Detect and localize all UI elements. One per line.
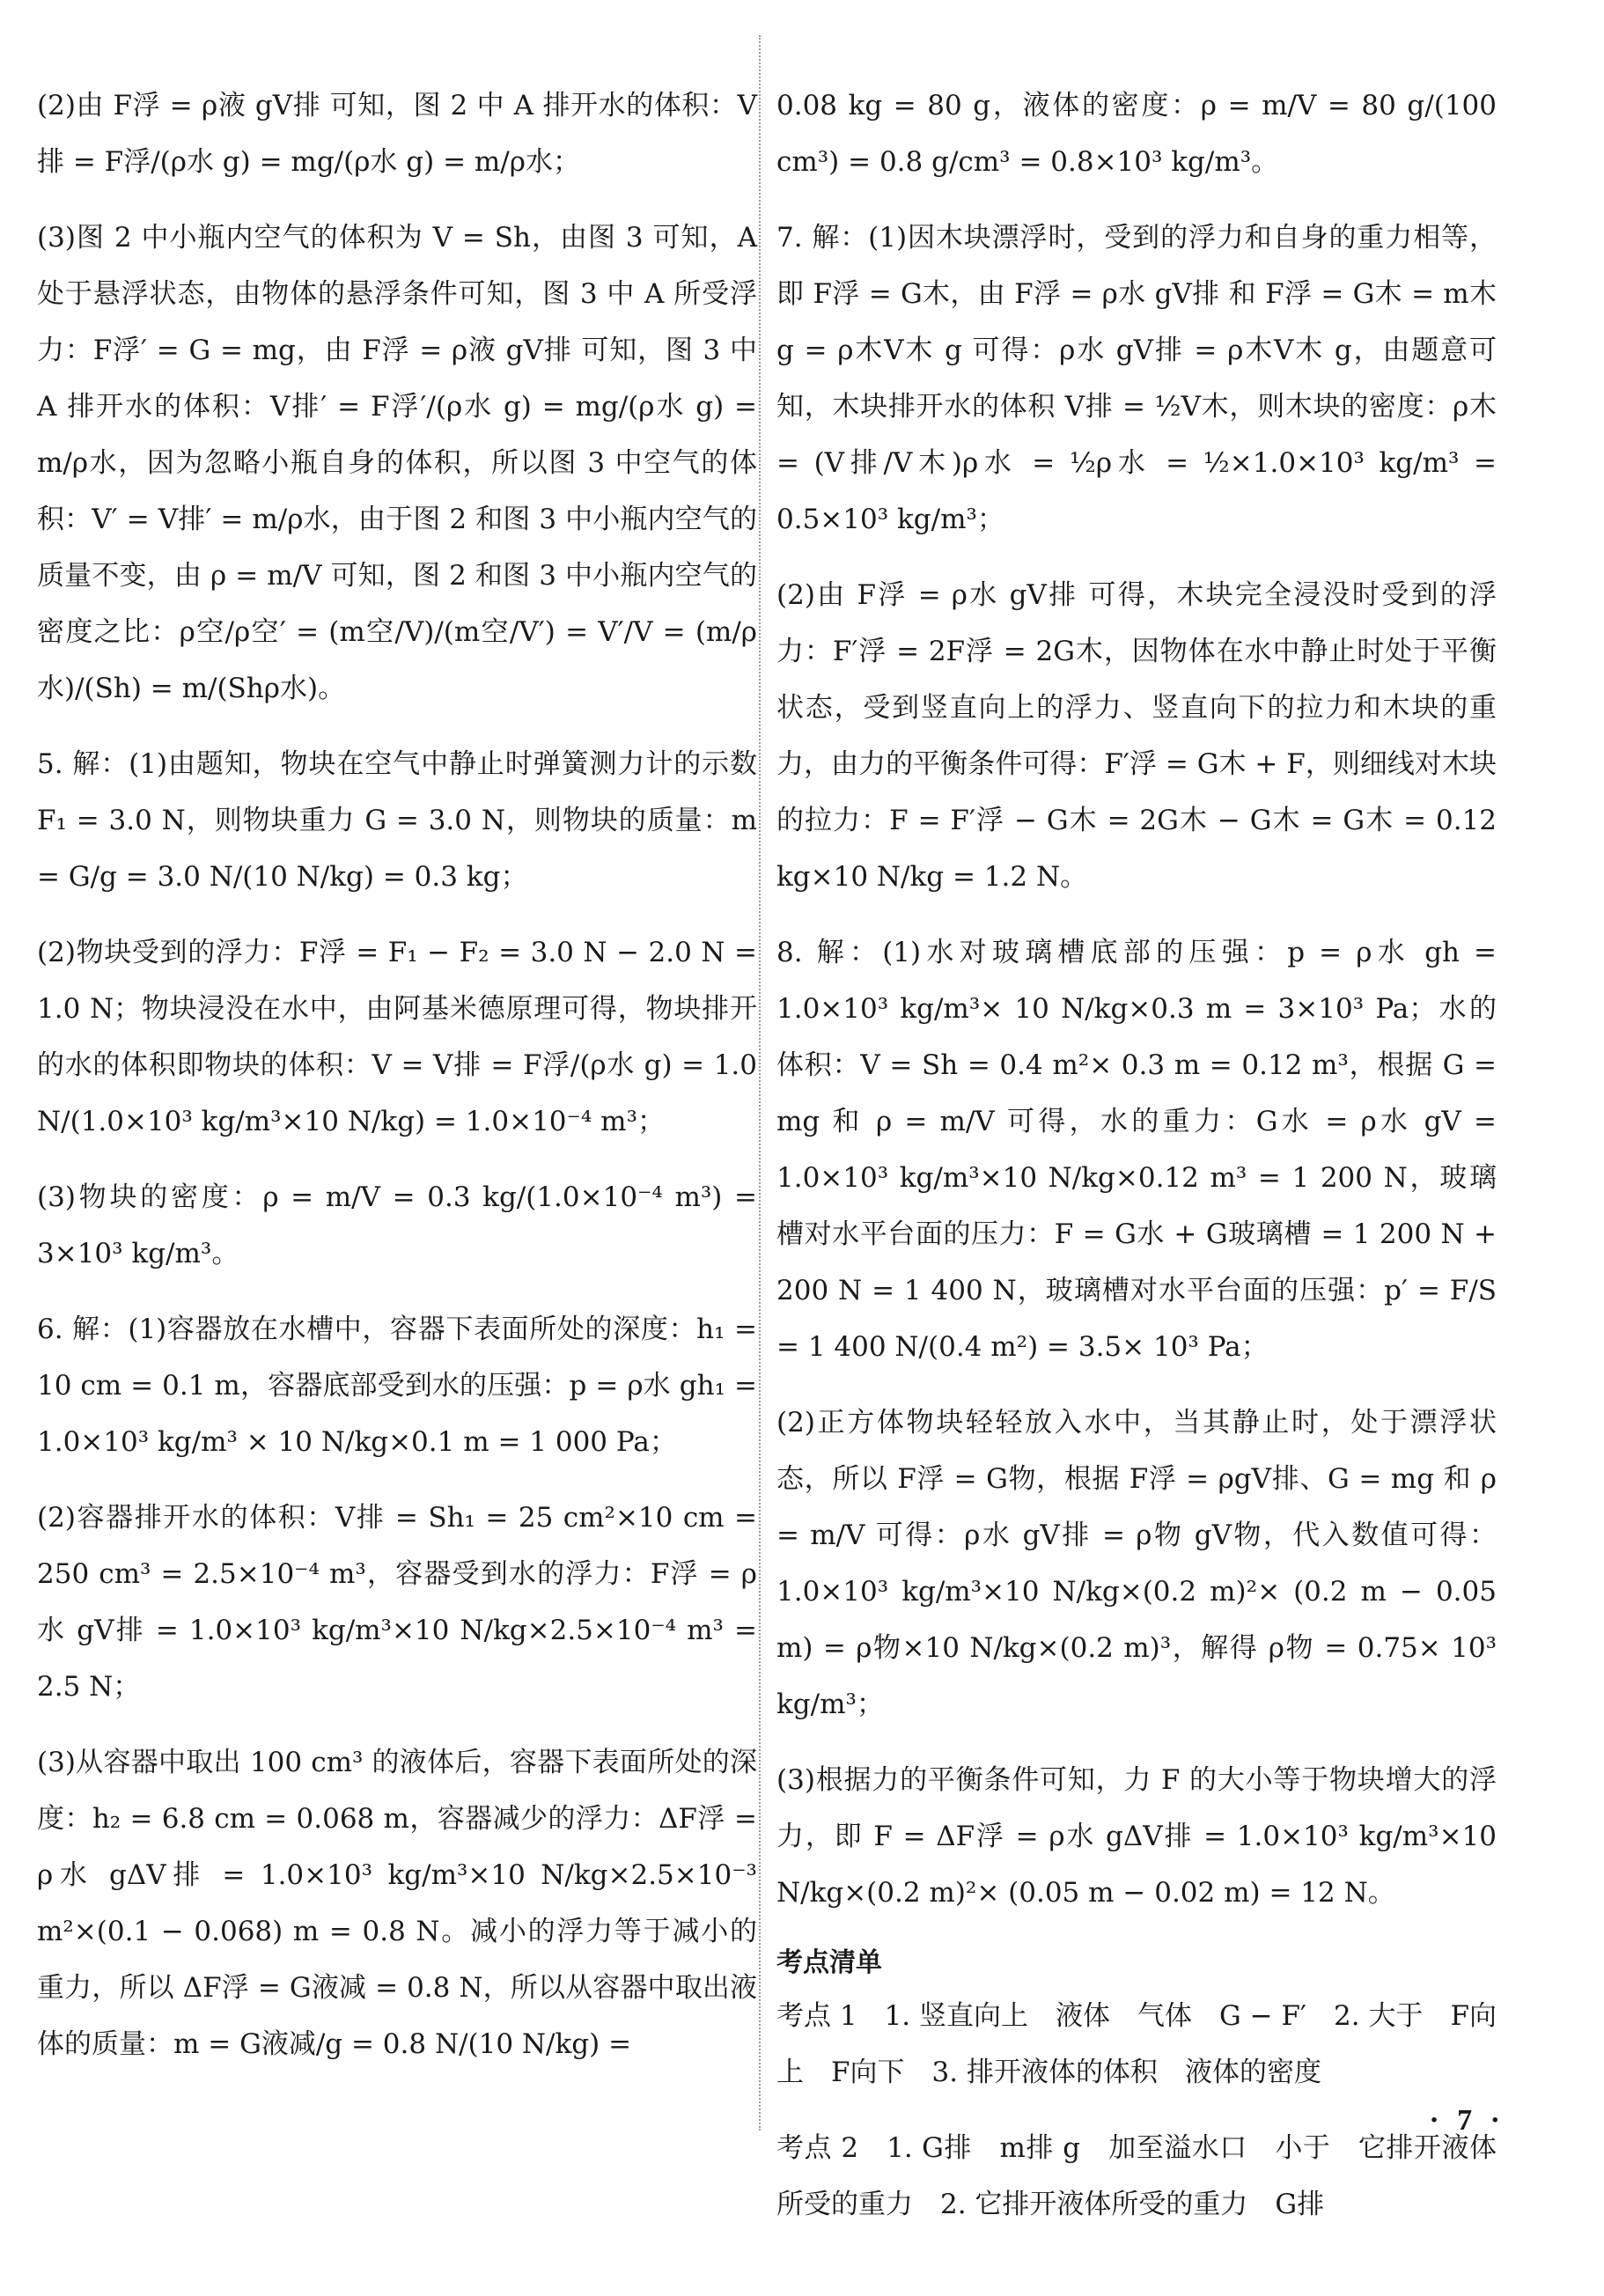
right-paragraph-6: (3)根据力的平衡条件可知，力 F 的大小等于物块增大的浮力，即 F = ΔF浮 = ρ水 gΔV排 = 1.0×10³ kg/m³×10 N/kg×(0.2 m)²× (0.05 m − 0.02 m) = 12 N。 [776,1764,1497,1909]
left-paragraph-3: 5. 解：(1)由题知，物块在空气中静止时弹簧测力计的示数 F₁ = 3.0 N，则物块重力 G = 3.0 N，则物块的质量：m = G/g = 3.0 N/(10 N/kg) = 0.3 kg； [37,748,757,893]
left-column [37,77,757,2092]
page-number: · 7 · [1429,2104,1505,2137]
left-paragraph-8: (3)从容器中取出 100 cm³ 的液体后，容器下表面所处的深度：h₂ = 6.8 cm = 0.068 m，容器减少的浮力：ΔF浮 = ρ水 gΔV排 = 1.0×10³ kg/m³×10 N/kg×2.5×10⁻³ m²×(0.1 − 0.068) m = 0.8 N。减小的浮力等于减小的重力，所以 ΔF浮 = G液减 = 0.8 N，所以从容器中取出液体的质量：m = G液减/g = 0.8 N/(10 N/kg) = [37,1747,757,2060]
right-column [776,77,1497,2252]
right-paragraph-2: 7. 解：(1)因木块漂浮时，受到的浮力和自身的重力相等，即 F浮 = G木，由 F浮 = ρ水 gV排 和 F浮 = G木 = m木 g = ρ木V木 g 可得：ρ水 gV排 = ρ木V木 g，由题意可知，木块排开水的体积 V排 = ½V木，则木块的密度：ρ木 = (V排/V木)ρ水 = ½ρ水 = ½×1.0×10³ kg/m³ = 0.5×10³ kg/m³； [776,222,1497,535]
checklist-item-1: 考点 1 1. 竖直向上 液体 气体 G − F′ 2. 大于 F向上 F向下 3. 排开液体的体积 液体的密度 [776,2000,1497,2088]
left-paragraph-1: (2)由 F浮 = ρ液 gV排 可知，图 2 中 A 排开水的体积：V排 = F浮/(ρ水 g) = mg/(ρ水 g) = m/ρ水； [37,90,757,178]
left-paragraph-2: (3)图 2 中小瓶内空气的体积为 V = Sh，由图 3 可知，A 处于悬浮状态，由物体的悬浮条件可知，图 3 中 A 所受浮力：F浮′ = G = mg，由 F浮 = ρ液 gV排 可知，图 3 中 A 排开水的体积：V排′ = F浮′/(ρ水 g) = mg/(ρ水 g) = m/ρ水，因为忽略小瓶自身的体积，所以图 3 中空气的体积：V′ = V排′ = m/ρ水，由于图 2 和图 3 中小瓶内空气的质量不变，由 ρ = m/V 可知，图 2 和图 3 中小瓶内空气的密度之比：ρ空/ρ空′ = (m空/V)/(m空/V′) = V′/V = (m/ρ水)/(Sh) = m/(Shρ水)。 [37,222,757,704]
checklist-item-2: 考点 2 1. G排 m排 g 加至溢水口 小于 它排开液体所受的重力 2. 它排开液体所受的重力 G排 [776,2132,1497,2220]
left-paragraph-7: (2)容器排开水的体积：V排 = Sh₁ = 25 cm²×10 cm = 250 cm³ = 2.5×10⁻⁴ m³，容器受到水的浮力：F浮 = ρ水 gV排 = 1.0×10³ kg/m³×10 N/kg×2.5×10⁻⁴ m³ = 2.5 N； [37,1502,757,1703]
right-paragraph-4: 8. 解：(1)水对玻璃槽底部的压强：p = ρ水 gh = 1.0×10³ kg/m³× 10 N/kg×0.3 m = 3×10³ Pa；水的体积：V = Sh = 0.4 m²× 0.3 m = 0.12 m³，根据 G = mg 和 ρ = m/V 可得，水的重力：G水 = ρ水 gV = 1.0×10³ kg/m³×10 N/kg×0.12 m³ = 1 200 N，玻璃槽对水平台面的压力：F = G水 + G玻璃槽 = 1 200 N + 200 N = 1 400 N，玻璃槽对水平台面的压强：p′ = F/S = 1 400 N/(0.4 m²) = 3.5× 10³ Pa； [776,937,1497,1363]
left-paragraph-5: (3)物块的密度：ρ = m/V = 0.3 kg/(1.0×10⁻⁴ m³) = 3×10³ kg/m³。 [37,1181,757,1269]
column-divider [759,35,761,2130]
right-paragraph-5: (2)正方体物块轻轻放入水中，当其静止时，处于漂浮状态，所以 F浮 = G物，根据 F浮 = ρgV排、G = mg 和 ρ = m/V 可得：ρ水 gV排 = ρ物 gV物，代入数值可得：1.0×10³ kg/m³×10 N/kg×(0.2 m)²× (0.2 m − 0.05 m) = ρ物×10 N/kg×(0.2 m)³，解得 ρ物 = 0.75× 10³ kg/m³； [776,1407,1497,1720]
left-paragraph-6: 6. 解：(1)容器放在水槽中，容器下表面所处的深度：h₁ = 10 cm = 0.1 m，容器底部受到水的压强：p = ρ水 gh₁ = 1.0×10³ kg/m³ × 10 N/kg×0.1 m = 1 000 Pa； [37,1314,757,1458]
left-paragraph-4: (2)物块受到的浮力：F浮 = F₁ − F₂ = 3.0 N − 2.0 N = 1.0 N；物块浸没在水中，由阿基米德原理可得，物块排开的水的体积即物块的体积：V = V排 = F浮/(ρ水 g) = 1.0 N/(1.0×10³ kg/m³×10 N/kg) = 1.0×10⁻⁴ m³； [37,937,757,1137]
right-paragraph-1: 0.08 kg = 80 g，液体的密度：ρ = m/V = 80 g/(100 cm³) = 0.8 g/cm³ = 0.8×10³ kg/m³。 [776,90,1497,178]
right-paragraph-3: (2)由 F浮 = ρ水 gV排 可得，木块完全浸没时受到的浮力：F′浮 = 2F浮 = 2G木，因物体在水中静止时处于平衡状态，受到竖直向上的浮力、竖直向下的拉力和木块的重力，由力的平衡条件可得：F′浮 = G木 + F，则细线对木块的拉力：F = F′浮 − G木 = 2G木 − G木 = G木 = 0.12 kg×10 N/kg = 1.2 N。 [776,579,1497,893]
checklist-heading: 考点清单 [776,1947,882,1978]
